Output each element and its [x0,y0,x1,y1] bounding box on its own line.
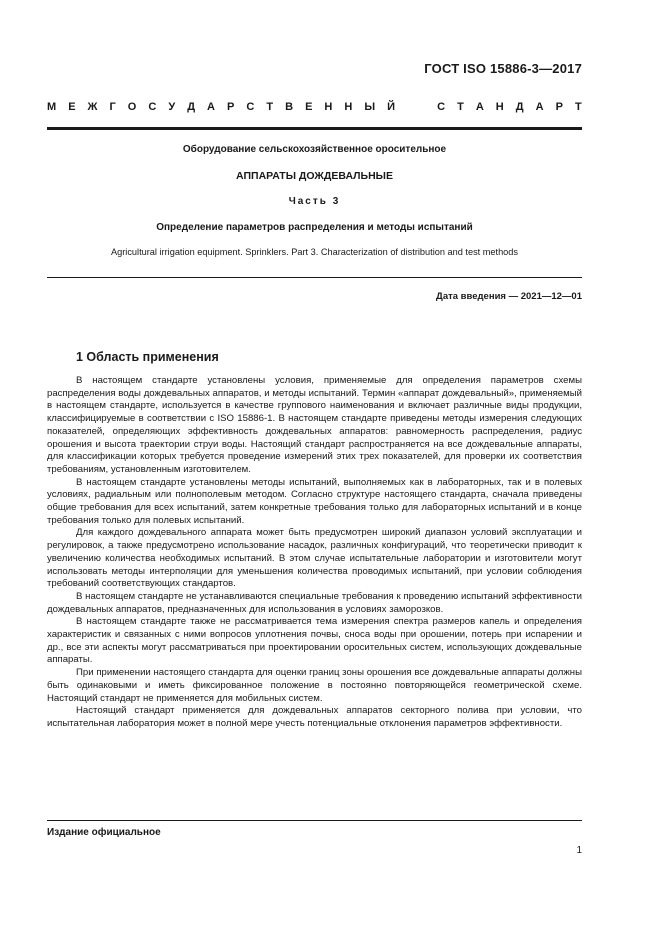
interstate-word-gap [407,101,425,113]
official-edition-label: Издание официальное [47,827,161,838]
paragraph: В настоящем стандарте установлены условия, применяемые для определения параметров схемы распределения воды дождевальных аппаратов, и методы испытаний. Термин «аппарат дождевальный», применяемый в настоящем стандарте, используется в качестве группового наименования и включает различные виды продукции, классифицируемые в соответствии с ISO 15886-1. В настоящем стандарте приведены методы измерения следующих показателей, определяющих эффективность дождевальных аппаратов: равномерность распределения, радиус орошения и высота траектории струи воды. Настоящий стандарт распространяется на все дождевальные аппараты, для классификации которых требуется проведение измерений этих трех показателей, для проверки их соответствия требованиям, установленным изготовителем. [47,375,582,475]
page-number: 1 [576,845,582,856]
interstate-letter: Д [515,101,524,113]
interstate-letter: О [127,101,137,113]
interstate-letter: У [168,101,176,113]
interstate-letter: Р [555,101,563,113]
interstate-letter: Й [387,101,396,113]
interstate-letter: Р [227,101,235,113]
interstate-letter: С [148,101,157,113]
interstate-letter: М [47,101,57,113]
interstate-letter: Е [305,101,313,113]
section-heading: 1 Область применения [76,350,219,364]
title-divider [47,277,582,278]
interstate-standard-label [47,101,582,113]
interstate-letter: Н [324,101,333,113]
interstate-letter: Т [266,101,274,113]
standard-category: Оборудование сельскохозяйственное оросительное [182,144,447,155]
standard-code: ГОСТ ISO 15886-3—2017 [424,61,582,76]
paragraph: В настоящем стандарте также не рассматривается тема измерения спектра размеров капель и определения характеристик и связанных с ними вопросов уплотнения почвы, сноса воды при орошении, потерь при испарении и др., все эти аспекты могут рассматриваться при проектировании оросительных систем, использующих дождевальные аппараты. [47,616,582,666]
interstate-letter: А [207,101,215,113]
standard-english-title: Agricultural irrigation equipment. Sprinklers. Part 3. Characterization of distribution and test methods [111,247,518,257]
effective-date: Дата введения — 2021—12—01 [436,291,582,302]
interstate-letter: Е [68,101,76,113]
interstate-letter: С [246,101,255,113]
paragraph: В настоящем стандарте не устанавливаются специальные требования к проведению испытаний эффективности дождевальных аппаратов, предназначенных для использования в условиях заморозков. [47,590,582,615]
interstate-letter: Д [187,101,196,113]
interstate-letter: А [475,101,484,113]
interstate-letter: С [437,101,446,113]
paragraph: При применении настоящего стандарта для оценки границ зоны орошения все дождевальные аппараты должны быть одинаковыми и иметь фиксированное положение в постоянно повторяющейся геометрической схеме. Настоящий стандарт не применяется для мобильных систем. [47,667,582,704]
standard-main-title: АППАРАТЫ ДОЖДЕВАЛЬНЫЕ [236,170,393,182]
interstate-letter: Т [457,101,464,113]
section-body [47,375,582,731]
paragraph: В настоящем стандарте установлены методы испытаний, выполняемых как в лабораторных, так и в полевых условиях, радиальным или полнополевым методом. Согласно структуре настоящего стандарта, сначала приведены общие требования для всех испытаний, затем конкретные требования только для лабораторных испытаний и в конце требования только для полевых испытаний. [47,476,582,526]
header-divider [47,127,582,130]
interstate-letter: Ы [364,101,376,113]
interstate-letter: Ж [87,101,98,113]
interstate-letter: Т [574,101,582,113]
interstate-letter: Н [495,101,504,113]
interstate-letter: А [535,101,544,113]
interstate-letter: Г [109,101,116,113]
paragraph: Настоящий стандарт применяется для дождевальных аппаратов секторного полива при условии, что испытательная лаборатория может в полной мере учесть потенциальные отклонения параметров эффективности. [47,705,582,729]
standard-part: Часть 3 [288,196,341,207]
paragraph: Для каждого дождевального аппарата может быть предусмотрен широкий диапазон условий эксплуатации и регулировок, а также предусмотрено использование насадок, различных конфигураций, что теоретически приводит к увеличению количества необходимых испытаний. В этом случае испытательные лаборатории и изготовители могут использовать методы интерполяции для уменьшения количества проводимых испытаний, при условии соблюдения требований соответствующих стандартов. [47,527,582,590]
interstate-letter: Н [344,101,353,113]
standard-subtitle: Определение параметров распределения и методы испытаний [156,222,473,233]
interstate-letter: В [285,101,294,113]
footer-divider [47,820,582,821]
